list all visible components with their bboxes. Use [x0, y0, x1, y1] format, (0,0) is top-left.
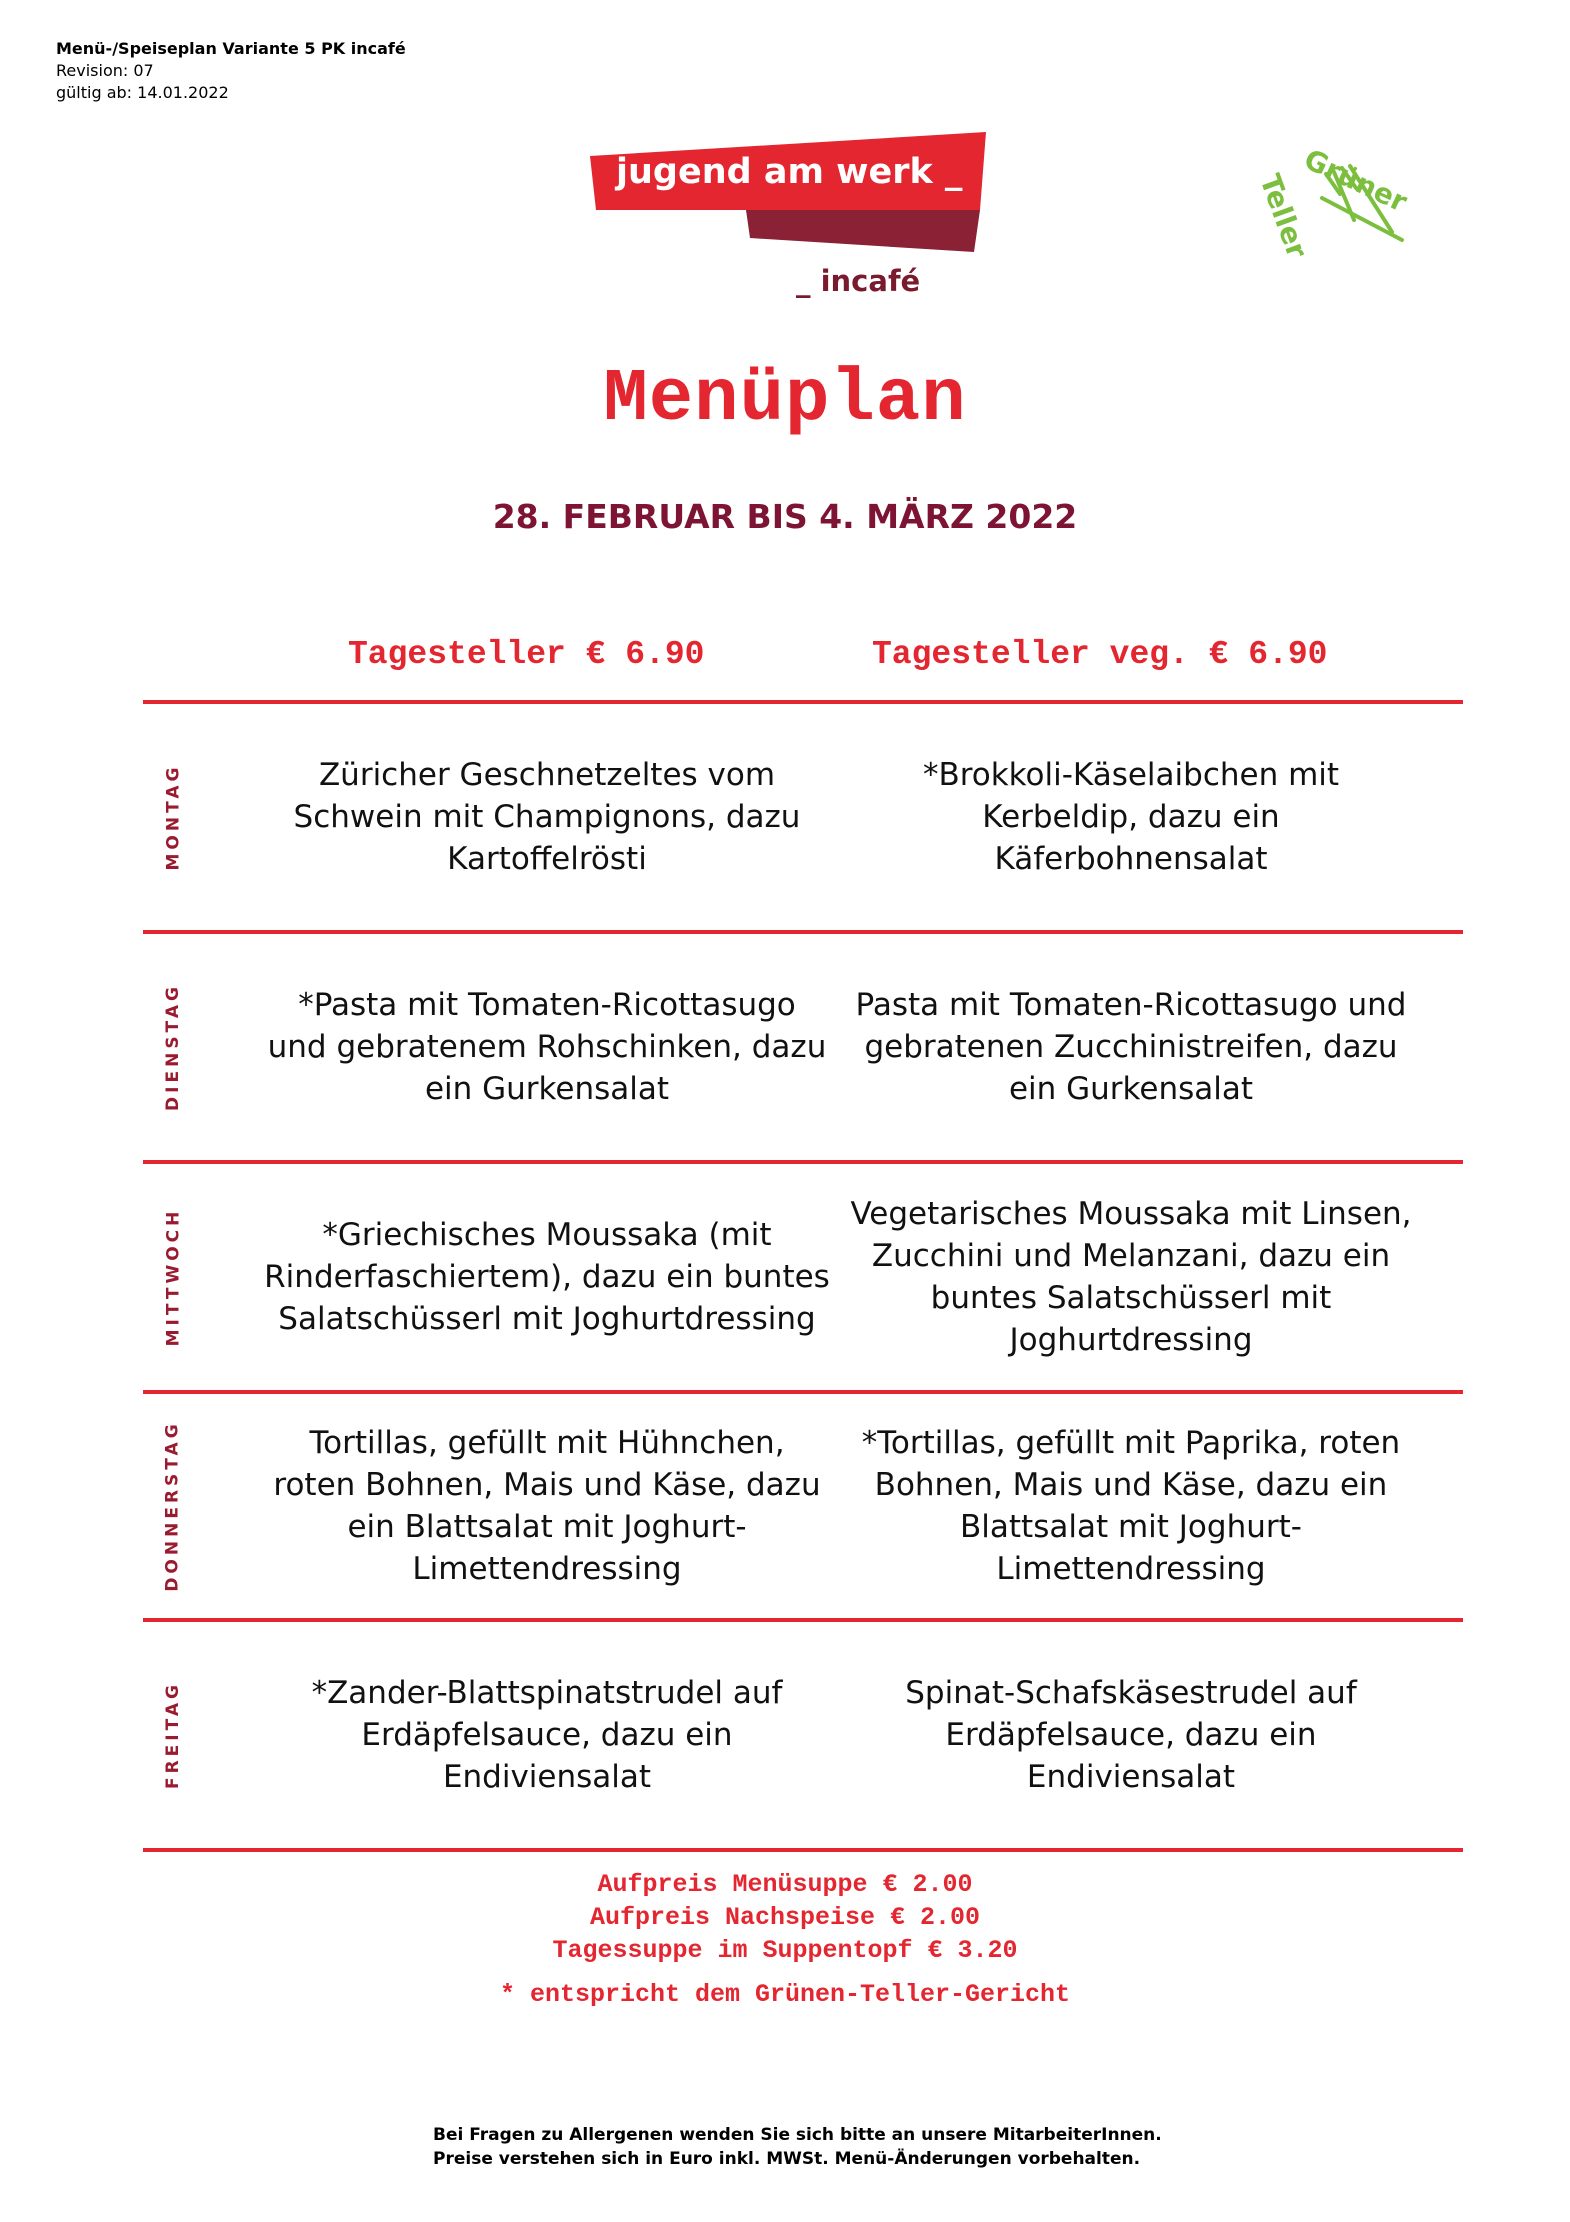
footer-line: Bei Fragen zu Allergenen wenden Sie sich bitte an unsere MitarbeiterInnen. [433, 2125, 1162, 2145]
dish-line: ein Blattsalat mit Joghurt- [347, 1509, 747, 1545]
day-name: MITTWOCH [163, 1207, 184, 1347]
dish-line: Bohnen, Mais und Käse, dazu ein [874, 1467, 1388, 1503]
dish-line: Vegetarisches Moussaka mit Linsen, [850, 1196, 1412, 1232]
dish-line: Pasta mit Tomaten-Ricottasugo und [855, 987, 1407, 1023]
document-title: Menü-/Speiseplan Variante 5 PK incafé [56, 39, 406, 58]
dish-line: buntes Salatschüsserl mit [930, 1280, 1332, 1316]
day-name: MONTAG [163, 763, 184, 871]
dish-dienstag-regular [262, 934, 832, 1160]
column-header-regular: Tagesteller € 6.90 [348, 636, 705, 673]
dish-line: *Griechisches Moussaka (mit [322, 1217, 772, 1253]
dish-line: ein Gurkensalat [424, 1071, 670, 1107]
day-label-donnerstag [158, 1394, 188, 1618]
dish-line: Limettendressing [412, 1551, 682, 1587]
date-range: 28. FEBRUAR BIS 4. MÄRZ 2022 [492, 497, 1078, 536]
document-meta [56, 38, 406, 104]
day-name: DONNERSTAG [163, 1420, 184, 1592]
dish-line: und gebratenem Rohschinken, dazu [267, 1029, 827, 1065]
dish-line: Salatschüsserl mit Joghurtdressing [278, 1301, 816, 1337]
gruener-teller-badge [1252, 128, 1422, 268]
day-label-montag [158, 704, 188, 930]
dish-freitag-vegetarian [846, 1622, 1416, 1848]
dish-line: Spinat-Schafskäsestrudel auf [905, 1675, 1357, 1711]
extras-list [0, 1868, 1570, 1967]
dish-donnerstag-regular [262, 1394, 832, 1618]
divider [143, 1848, 1463, 1852]
dish-mittwoch-vegetarian [846, 1164, 1416, 1390]
dish-donnerstag-vegetarian [846, 1394, 1416, 1618]
dish-freitag-regular [262, 1622, 832, 1848]
dish-line: gebratenen Zucchinistreifen, dazu [864, 1029, 1398, 1065]
dish-line: Käferbohnensalat [994, 841, 1268, 877]
dish-line: *Zander-Blattspinatstrudel auf [311, 1675, 783, 1711]
dish-line: Zucchini und Melanzani, dazu ein [871, 1238, 1391, 1274]
extra-dessert: Aufpreis Nachspeise € 2.00 [589, 1903, 981, 1932]
dish-line: ein Gurkensalat [1008, 1071, 1254, 1107]
extra-soup-pot: Tagessuppe im Suppentopf € 3.20 [552, 1936, 1018, 1965]
dish-line: Erdäpfelsauce, dazu ein [945, 1717, 1317, 1753]
day-label-mittwoch [158, 1164, 188, 1390]
dish-line: Rinderfaschiertem), dazu ein buntes [264, 1259, 830, 1295]
dish-line: *Brokkoli-Käselaibchen mit [922, 757, 1340, 793]
dish-line: Limettendressing [996, 1551, 1266, 1587]
dish-line: Züricher Geschnetzeltes vom [318, 757, 776, 793]
dish-montag-regular [262, 704, 832, 930]
dish-line: *Tortillas, gefüllt mit Paprika, roten [861, 1425, 1401, 1461]
dish-line: Schwein mit Champignons, dazu [293, 799, 801, 835]
column-header-vegetarian: Tagesteller veg. € 6.90 [872, 636, 1328, 673]
dish-line: Erdäpfelsauce, dazu ein [361, 1717, 733, 1753]
green-plate-note: * entspricht dem Grünen-Teller-Gericht [499, 1980, 1071, 2009]
jugend-am-werk-logo [586, 128, 996, 308]
dish-mittwoch-regular [262, 1164, 832, 1390]
dish-dienstag-vegetarian [846, 934, 1416, 1160]
fork-knife-icon [1252, 128, 1422, 268]
dish-line: Endiviensalat [1026, 1759, 1236, 1795]
logo-main-text: jugend am werk _ [616, 152, 963, 192]
day-label-freitag [158, 1622, 188, 1848]
dish-line: *Pasta mit Tomaten-Ricottasugo [298, 987, 796, 1023]
day-name: DIENSTAG [163, 983, 184, 1111]
logo-sub-text: _ incafé [796, 264, 921, 298]
dish-line: Tortillas, gefüllt mit Hühnchen, [309, 1425, 785, 1461]
dish-line: Joghurtdressing [1009, 1322, 1253, 1358]
dish-line: Kerbeldip, dazu ein [982, 799, 1280, 835]
dish-montag-vegetarian [846, 704, 1416, 930]
day-name: FREITAG [163, 1680, 183, 1790]
badge-word-1: Grüner [1299, 142, 1413, 219]
badge-word-2: Teller [1253, 169, 1314, 263]
dish-line: Endiviensalat [442, 1759, 652, 1795]
footer-notice [433, 2123, 1162, 2171]
dish-line: Kartoffelrösti [447, 841, 647, 877]
dish-line: roten Bohnen, Mais und Käse, dazu [273, 1467, 821, 1503]
dish-line: Blattsalat mit Joghurt- [960, 1509, 1302, 1545]
footer-line: Preise verstehen sich in Euro inkl. MWSt. Menü-Änderungen vorbehalten. [433, 2149, 1141, 2169]
document-revision: Revision: 07 [56, 61, 154, 80]
day-label-dienstag [158, 934, 188, 1160]
extra-soup: Aufpreis Menüsuppe € 2.00 [597, 1870, 973, 1899]
page-title: Menüplan [603, 358, 967, 442]
document-valid-from: gültig ab: 14.01.2022 [56, 83, 229, 102]
